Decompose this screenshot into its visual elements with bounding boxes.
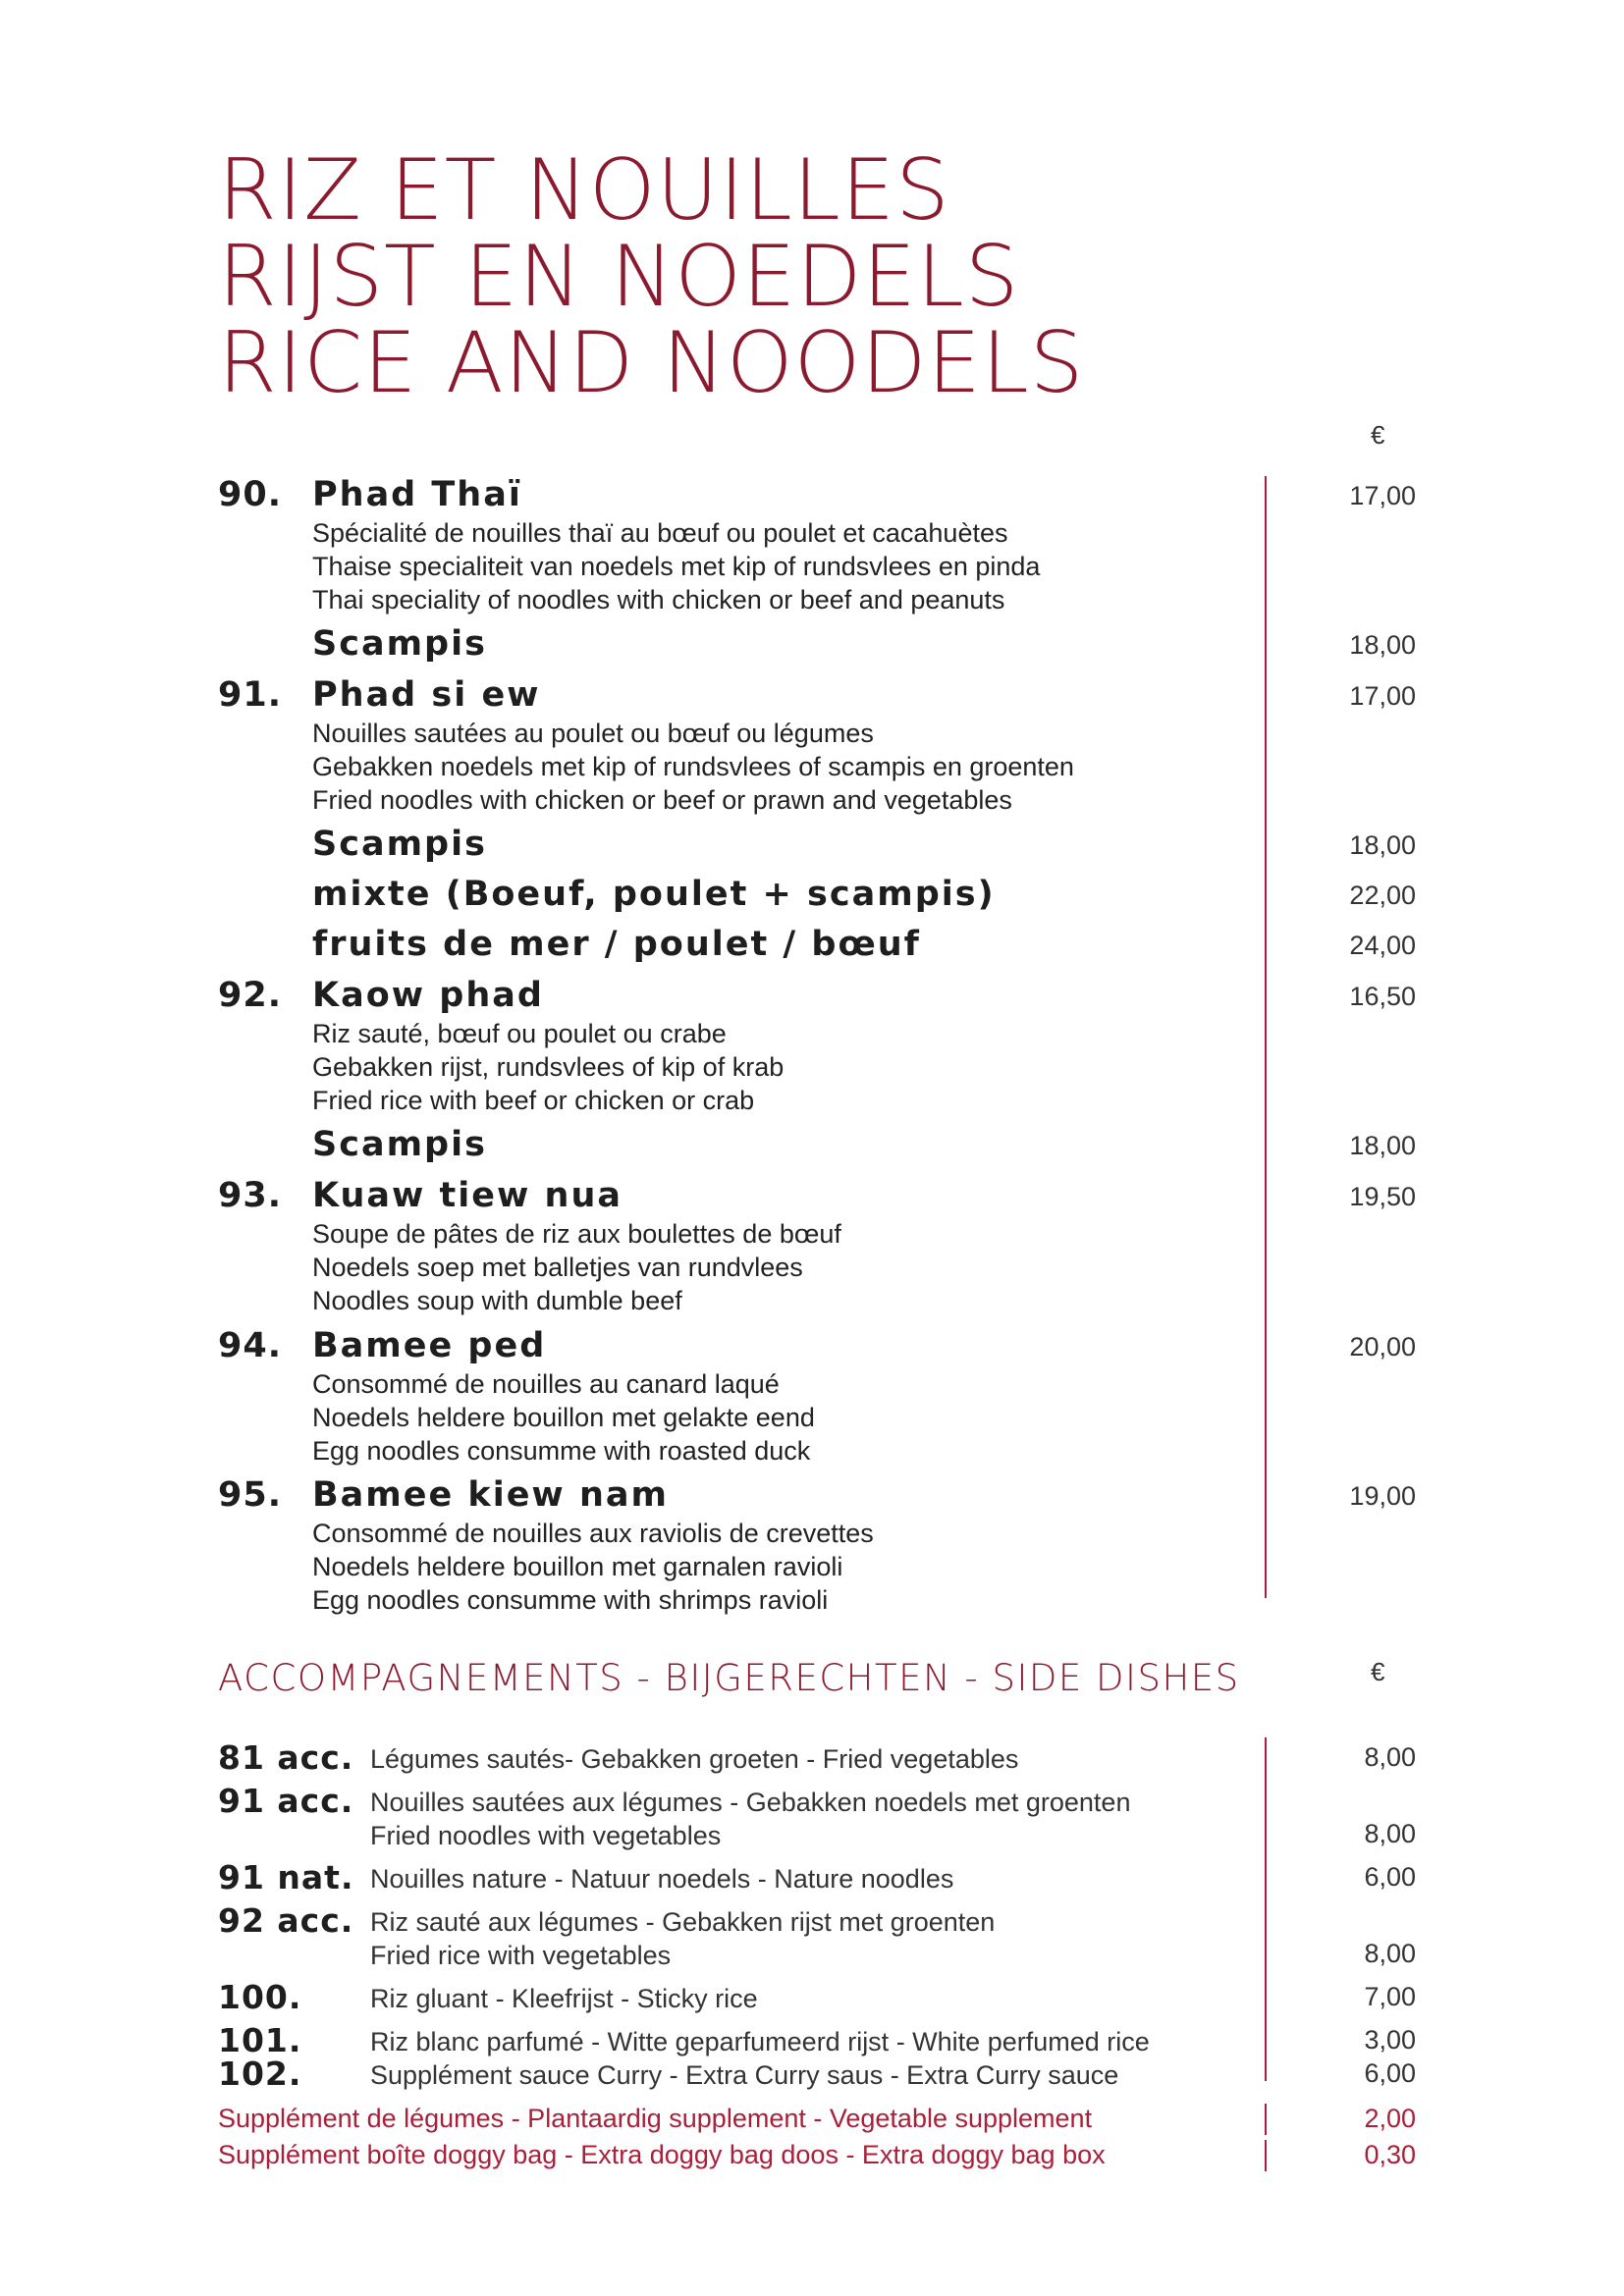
desc-nl: Gebakken noedels met kip of rundsvlees of scampis en groenten	[312, 752, 1074, 781]
item-description	[312, 717, 1074, 817]
item-price: 19,00	[1349, 1481, 1416, 1511]
item-number: 94.	[218, 1326, 283, 1365]
item-description	[312, 516, 1040, 616]
supplement-text: Supplément boîte doggy bag - Extra doggy bag doos - Extra doggy bag box	[218, 2140, 1106, 2169]
item-price: 17,00	[1349, 481, 1416, 510]
page-title	[218, 141, 1085, 412]
variant-price: 18,00	[1349, 630, 1416, 660]
desc-fr: Consommé de nouilles au canard laqué	[312, 1369, 780, 1399]
item-price: 20,00	[1349, 1332, 1416, 1362]
supplement-divider-1	[1265, 2104, 1267, 2135]
supplement-text: Supplément de légumes - Plantaardig supplement - Vegetable supplement	[218, 2104, 1093, 2133]
desc-nl: Thaise specialiteit van noedels met kip of rundsvlees en pinda	[312, 552, 1041, 581]
item-price: 16,50	[1349, 982, 1416, 1011]
side-number: 101.	[218, 2021, 302, 2059]
variant-price: 18,00	[1349, 1131, 1416, 1160]
item-name: Phad si ew	[312, 675, 541, 715]
variant-price: 22,00	[1349, 881, 1416, 910]
side-description	[370, 1862, 953, 1896]
item-name: Bamee kiew nam	[312, 1475, 669, 1515]
side-price: 3,00	[1364, 2025, 1416, 2055]
side-description	[370, 1982, 758, 2015]
item-name: Kuaw tiew nua	[312, 1176, 623, 1215]
item-name: Bamee ped	[312, 1326, 547, 1365]
side-desc-line: Nouilles sautées aux légumes - Gebakken noedels met groenten	[370, 1788, 1131, 1817]
item-name: Kaow phad	[312, 976, 544, 1015]
side-number: 91 acc.	[218, 1782, 354, 1820]
side-desc-line: Riz blanc parfumé - Witte geparfumeerd rijst - White perfumed rice	[370, 2027, 1150, 2056]
supplement-divider-2	[1265, 2140, 1267, 2171]
side-dishes-title: ACCOMPAGNEMENTS - BIJGERECHTEN - SIDE DISHES	[218, 1657, 1240, 1699]
side-price: 6,00	[1364, 2058, 1416, 2088]
side-desc-line: Supplément sauce Curry - Extra Curry saus - Extra Curry sauce	[370, 2060, 1119, 2090]
desc-fr: Nouilles sautées au poulet ou bœuf ou légumes	[312, 719, 874, 748]
side-description	[370, 1905, 995, 1972]
desc-en: Thai speciality of noodles with chicken or beef and peanuts	[312, 585, 1005, 614]
side-price: 8,00	[1364, 1819, 1416, 1848]
desc-nl: Noedels heldere bouillon met garnalen ravioli	[312, 1552, 843, 1581]
item-description	[312, 1217, 841, 1317]
variant-name: Scampis	[312, 624, 487, 664]
title-line-nl: RIJST EN NOEDELS	[218, 228, 1020, 326]
item-name: Phad Thaï	[312, 475, 522, 514]
supplement-price: 0,30	[1364, 2140, 1416, 2169]
side-description	[370, 2025, 1150, 2058]
side-number: 100.	[218, 1978, 302, 2016]
desc-fr: Spécialité de nouilles thaï au bœuf ou poulet et cacahuètes	[312, 518, 1008, 548]
desc-nl: Gebakken rijst, rundsvlees of kip of krab	[312, 1052, 785, 1082]
supplement-price: 2,00	[1364, 2104, 1416, 2133]
side-price: 7,00	[1364, 1982, 1416, 2011]
variant-name: mixte (Boeuf, poulet + scampis)	[312, 875, 996, 914]
side-price: 8,00	[1364, 1742, 1416, 1772]
side-number: 102.	[218, 2055, 302, 2093]
title-line-en: RICE AND NOODELS	[218, 314, 1085, 412]
item-price: 17,00	[1349, 681, 1416, 711]
side-desc-line: Nouilles nature - Natuur noedels - Nature noodles	[370, 1864, 954, 1894]
side-description	[370, 1786, 1130, 1852]
item-number: 95.	[218, 1475, 283, 1515]
variant-name: Scampis	[312, 825, 487, 864]
desc-en: Fried rice with beef or chicken or crab	[312, 1086, 755, 1115]
side-number: 92 acc.	[218, 1901, 354, 1940]
item-number: 93.	[218, 1176, 283, 1215]
side-description	[370, 1742, 1018, 1776]
item-description	[312, 1367, 815, 1468]
side-price: 8,00	[1364, 1939, 1416, 1968]
side-desc-line: Fried noodles with vegetables	[370, 1821, 722, 1850]
side-desc-line: Riz gluant - Kleefrijst - Sticky rice	[370, 1984, 758, 2013]
variant-name: Scampis	[312, 1125, 487, 1164]
item-description	[312, 1517, 874, 1617]
item-number: 90.	[218, 475, 283, 514]
side-desc-line: Riz sauté aux légumes - Gebakken rijst met groenten	[370, 1907, 996, 1937]
item-description	[312, 1017, 784, 1117]
side-price: 6,00	[1364, 1862, 1416, 1892]
item-number: 91.	[218, 675, 283, 715]
currency-symbol-sides: €	[1371, 1657, 1385, 1686]
desc-en: Egg noodles consumme with shrimps ravioli	[312, 1585, 829, 1615]
side-description	[370, 2058, 1118, 2092]
side-desc-line: Fried rice with vegetables	[370, 1941, 672, 1970]
desc-fr: Riz sauté, bœuf ou poulet ou crabe	[312, 1019, 727, 1048]
desc-en: Egg noodles consumme with roasted duck	[312, 1436, 811, 1466]
desc-en: Fried noodles with chicken or beef or prawn and vegetables	[312, 785, 1012, 815]
variant-price: 24,00	[1349, 931, 1416, 960]
desc-en: Noodles soup with dumble beef	[312, 1286, 682, 1315]
item-price: 19,50	[1349, 1182, 1416, 1211]
side-number: 81 acc.	[218, 1738, 354, 1777]
desc-fr: Soupe de pâtes de riz aux boulettes de bœuf	[312, 1219, 841, 1249]
desc-nl: Noedels soep met balletjes van rundvlees	[312, 1253, 803, 1282]
side-desc-line: Légumes sautés- Gebakken groeten - Fried vegetables	[370, 1744, 1019, 1774]
desc-fr: Consommé de nouilles aux raviolis de crevettes	[312, 1519, 874, 1548]
variant-price: 18,00	[1349, 830, 1416, 860]
side-divider-line	[1265, 1737, 1267, 2081]
divider-line	[1265, 476, 1267, 1598]
side-number: 91 nat.	[218, 1858, 354, 1896]
item-number: 92.	[218, 976, 283, 1015]
desc-nl: Noedels heldere bouillon met gelakte eend	[312, 1403, 815, 1432]
title-line-fr: RIZ ET NOUILLES	[218, 141, 950, 240]
variant-name: fruits de mer / poulet / bœuf	[312, 925, 921, 964]
currency-symbol: €	[1371, 420, 1385, 450]
